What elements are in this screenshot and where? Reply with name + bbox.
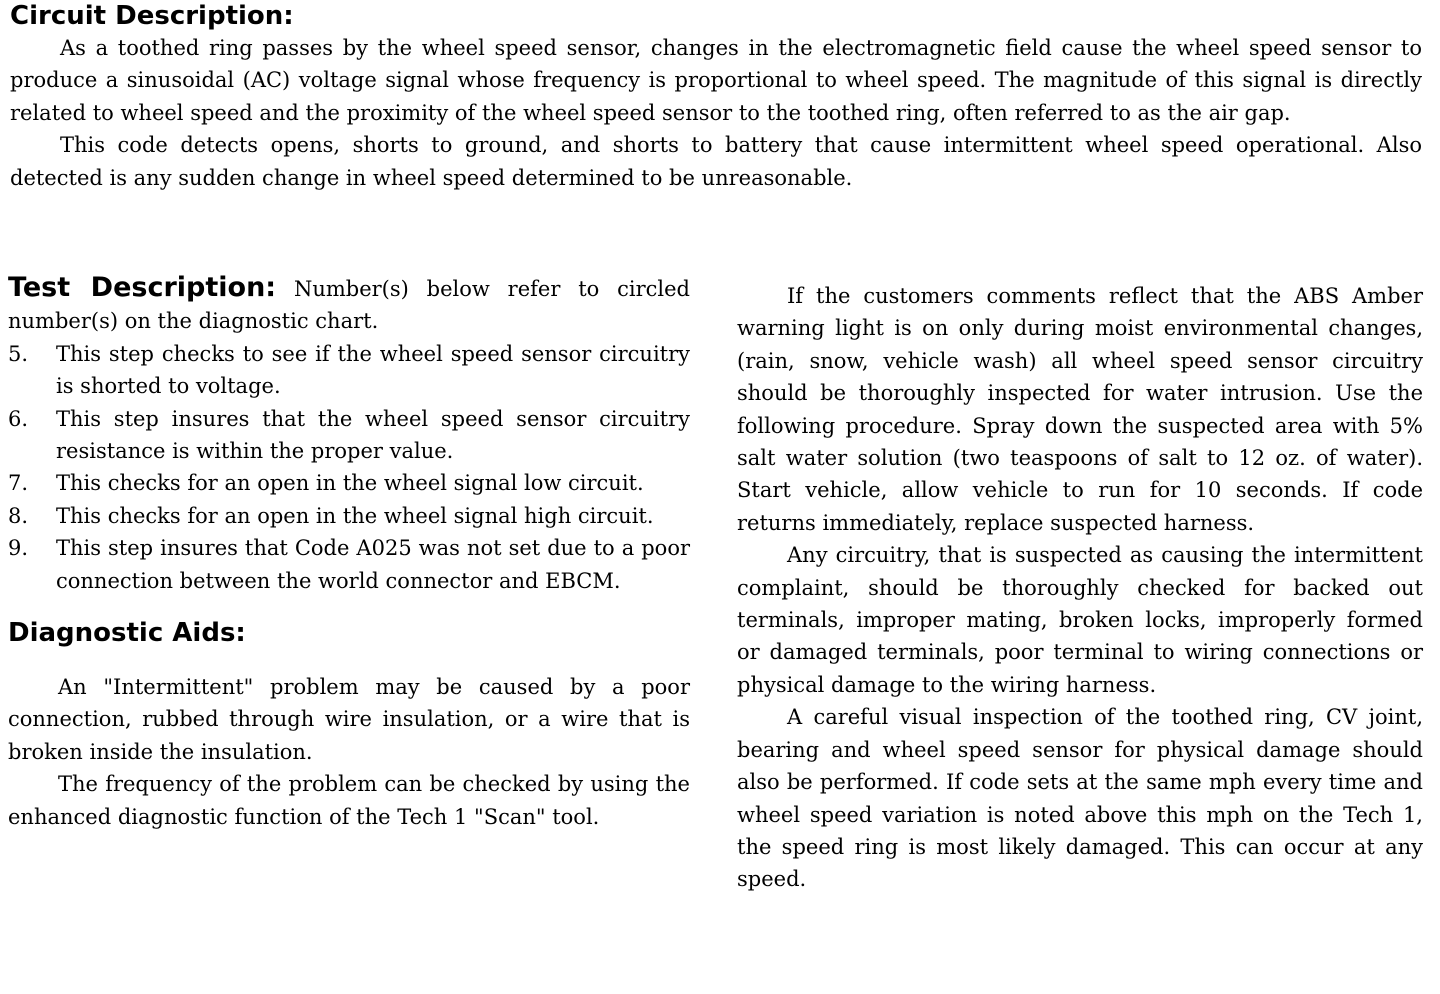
test-description-heading: Test Description: — [8, 272, 277, 303]
step-number: 8. — [8, 503, 29, 528]
step-text: This checks for an open in the wheel signal high circuit. — [56, 503, 654, 528]
step-number: 6. — [8, 406, 29, 431]
circuit-paragraph-2: This code detects opens, shorts to ground, and shorts to battery that cause intermittent wheel speed operational. Also detected is any sudden change in wheel speed determined to be unreasonable. — [10, 133, 1422, 190]
step-number: 7. — [8, 471, 29, 496]
test-description-text: Number(s) below refer to circled number(s) on the diagnostic chart. — [8, 277, 690, 334]
step-text: This step insures that the wheel speed sensor circuitry resistance is within the proper value. — [56, 406, 690, 464]
step-number: 5. — [8, 341, 29, 366]
test-step — [8, 532, 690, 597]
test-step — [8, 500, 690, 532]
right-column — [737, 280, 1423, 896]
right-paragraph-1: If the customers comments reflect that the ABS Amber warning light is on only during moist environmental changes, (rain, snow, vehicle wash) all wheel speed sensor circuitry should be thoroughly inspected for water intrusion. Use the following procedure. Spray down the suspected area with 5% salt water solution (two teaspoons of salt to 12 oz. of water). Start vehicle, allow vehicle to run for 10 seconds. If code returns immediately, replace suspected harness. — [737, 284, 1423, 535]
test-steps-list — [8, 338, 690, 597]
diagnostic-paragraph-1: An "Intermittent" problem may be caused by a poor connection, rubbed through wire insulation, or a wire that is broken inside the insulation. — [8, 675, 690, 764]
right-paragraph-2: Any circuitry, that is suspected as causing the intermittent complaint, should be thoroughly checked for backed out terminals, improper mating, broken locks, improperly formed or damaged terminals, poor terminal to wiring connections or physical damage to the wiring harness. — [737, 543, 1423, 697]
right-paragraph-3: A careful visual inspection of the toothed ring, CV joint, bearing and wheel speed sensor for physical damage should also be performed. If code sets at the same mph every time and wheel speed variation is noted above this mph on the Tech 1, the speed ring is most likely damaged. This can occur at any speed. — [737, 705, 1423, 892]
test-description-intro — [8, 272, 690, 338]
circuit-paragraph-1: As a toothed ring passes by the wheel speed sensor, changes in the electromagnetic field cause the wheel speed sensor to produce a sinusoidal (AC) voltage signal whose frequency is proportional to wheel speed. The magnitude of this signal is directly related to wheel speed and the proximity of the wheel speed sensor to the toothed ring, often referred to as the air gap. — [10, 36, 1422, 125]
step-text: This checks for an open in the wheel signal low circuit. — [56, 471, 644, 496]
test-step — [8, 403, 690, 468]
diagnostic-paragraph-2: The frequency of the problem can be checked by using the enhanced diagnostic function of the Tech 1 "Scan" tool. — [8, 772, 690, 829]
circuit-description-section — [10, 0, 1422, 194]
circuit-description-heading: Circuit Description: — [10, 1, 294, 31]
diagnostic-aids-heading: Diagnostic Aids: — [8, 618, 246, 649]
step-number: 9. — [8, 536, 29, 561]
step-text: This step insures that Code A025 was not set due to a poor connection between the world connector and EBCM. — [56, 536, 690, 593]
test-step — [8, 338, 690, 403]
test-step — [8, 467, 690, 499]
left-column — [8, 272, 690, 833]
step-text: This step checks to see if the wheel speed sensor circuitry is shorted to voltage. — [56, 341, 690, 399]
